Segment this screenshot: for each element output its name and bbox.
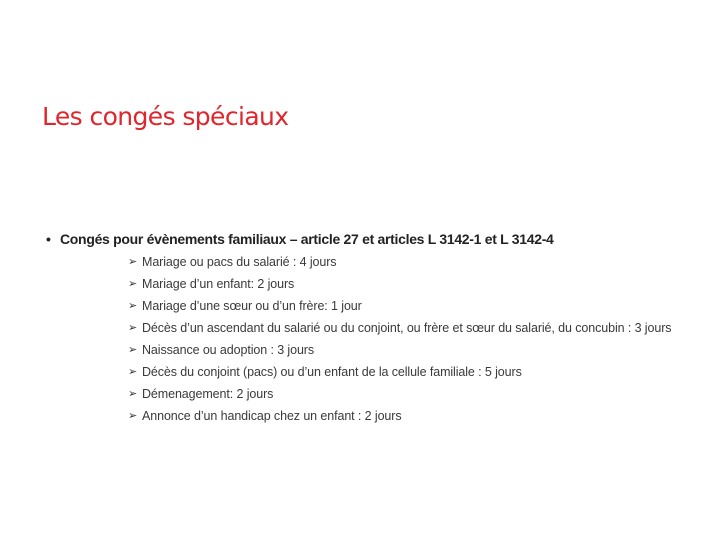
- list-item-text: Mariage d’une sœur ou d’un frère: 1 jour: [142, 299, 362, 313]
- list-item: [128, 364, 680, 381]
- list-item-text: Mariage d’un enfant: 2 jours: [142, 277, 295, 291]
- list-item-text: Naissance ou adoption : 3 jours: [142, 343, 315, 357]
- list-item-text: Décès d’un ascendant du salarié ou du conjoint, ou frère et sœur du salarié, du concubin : 3 jours: [142, 321, 672, 335]
- arrow-bullet-icon: ➢: [128, 322, 138, 334]
- list-item: [128, 254, 680, 271]
- main-bullet-text: Congés pour évènements familiaux – article 27 et articles L 3142-1 et L 3142-4: [60, 231, 554, 247]
- bullet-dot-icon: •: [46, 231, 51, 247]
- arrow-bullet-icon: ➢: [128, 410, 138, 422]
- leave-list: [128, 254, 680, 430]
- list-item-text: Annonce d’un handicap chez un enfant : 2 jours: [142, 409, 402, 423]
- arrow-bullet-icon: ➢: [128, 256, 138, 268]
- slide-title: Les congés spéciaux: [42, 102, 289, 131]
- list-item-text: Mariage ou pacs du salarié : 4 jours: [142, 255, 337, 269]
- list-item: [128, 408, 680, 425]
- arrow-bullet-icon: ➢: [128, 344, 138, 356]
- main-bullet: [46, 228, 686, 250]
- list-item: [128, 320, 680, 337]
- arrow-bullet-icon: ➢: [128, 366, 138, 378]
- arrow-bullet-icon: ➢: [128, 278, 138, 290]
- arrow-bullet-icon: ➢: [128, 300, 138, 312]
- list-item-text: Décès du conjoint (pacs) ou d’un enfant de la cellule familiale : 5 jours: [142, 365, 522, 379]
- list-item: [128, 276, 680, 293]
- arrow-bullet-icon: ➢: [128, 388, 138, 400]
- list-item: [128, 342, 680, 359]
- list-item-text: Démenagement: 2 jours: [142, 387, 274, 401]
- list-item: [128, 386, 680, 403]
- list-item: [128, 298, 680, 315]
